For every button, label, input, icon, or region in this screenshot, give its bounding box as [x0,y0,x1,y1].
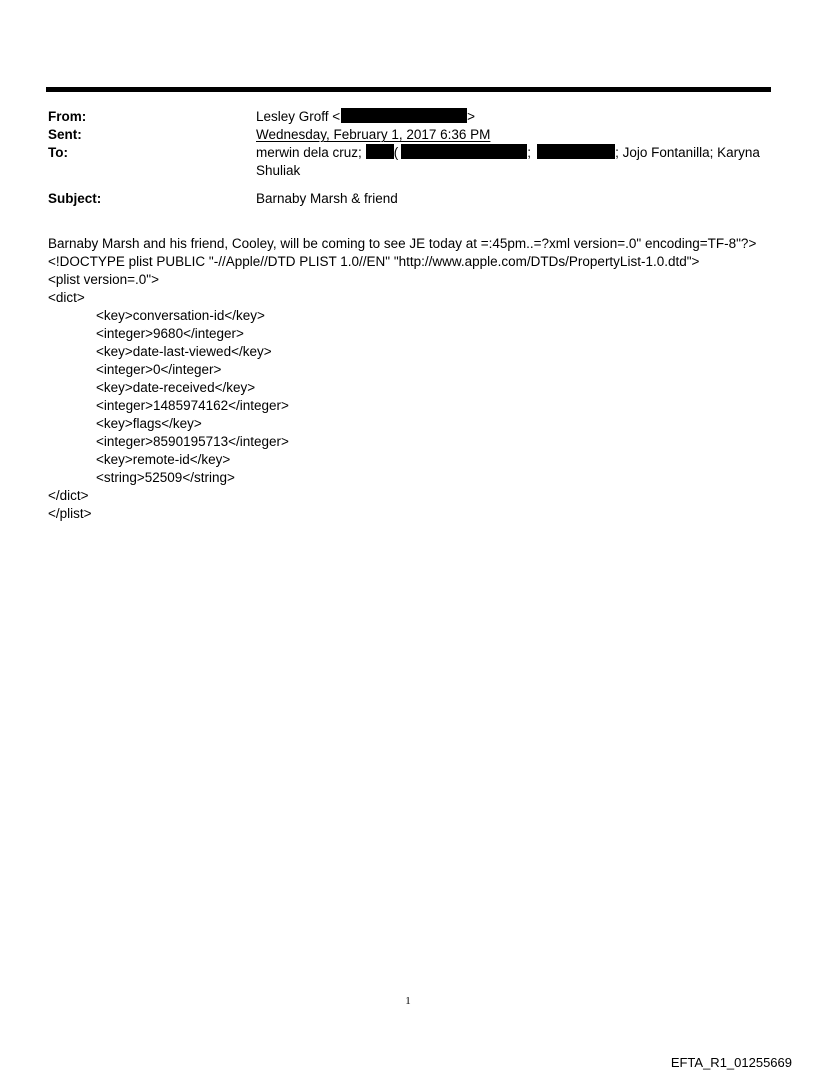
sent-row [48,126,773,144]
subject-row [48,190,773,208]
to-recipients-rest: ; Jojo Fontanilla; Karyna [615,145,760,160]
sent-label: Sent: [48,127,82,142]
body-line: Barnaby Marsh and his friend, Cooley, will be coming to see JE today at =:45pm..=?xml version=.0" encoding=TF-8"?> [48,236,757,251]
email-header [48,108,773,208]
from-name: Lesley Groff < [256,109,341,124]
from-close: > [467,109,476,124]
to-separator: ; [527,145,532,160]
dict-line: <integer>1485974162</integer> [96,398,289,413]
subject-label: Subject: [48,191,102,206]
redaction-box [537,144,615,159]
dict-line: <key>flags</key> [96,416,202,431]
dict-line: <integer>0</integer> [96,362,222,377]
from-label: From: [48,109,87,124]
redaction-box [366,144,394,159]
body-line: <!DOCTYPE plist PUBLIC "-//Apple//DTD PLIST 1.0//EN" "http://www.apple.com/DTDs/PropertyList-1.0.dtd"> [48,254,700,269]
dict-line: <key>remote-id</key> [96,452,231,467]
to-value [256,144,773,180]
from-value [256,108,773,126]
page-number: 1 [405,995,411,1007]
to-paren: ( [393,145,399,160]
to-label: To: [48,145,68,160]
header-divider [46,87,771,92]
body-line: <dict> [48,290,85,305]
body-line: </dict> [48,488,89,503]
subject-value: Barnaby Marsh & friend [256,191,398,206]
dict-line: <integer>8590195713</integer> [96,434,289,449]
dict-line: <string>52509</string> [96,470,235,485]
to-recipient-1: merwin dela cruz; [256,145,362,160]
email-body [48,235,788,523]
dict-line: <integer>9680</integer> [96,326,244,341]
to-row [48,144,773,180]
dict-line: <key>date-last-viewed</key> [96,344,272,359]
from-row [48,108,773,126]
dict-line: <key>date-received</key> [96,380,256,395]
to-recipients-line2: Shuliak [256,163,301,178]
body-line: <plist version=.0"> [48,272,159,287]
bates-number: EFTA_R1_01255669 [670,1055,792,1070]
sent-value: Wednesday, February 1, 2017 6:36 PM [256,127,491,142]
redaction-box [401,144,527,159]
body-line: </plist> [48,506,92,521]
dict-line: <key>conversation-id</key> [96,308,265,323]
redaction-box [341,108,467,123]
